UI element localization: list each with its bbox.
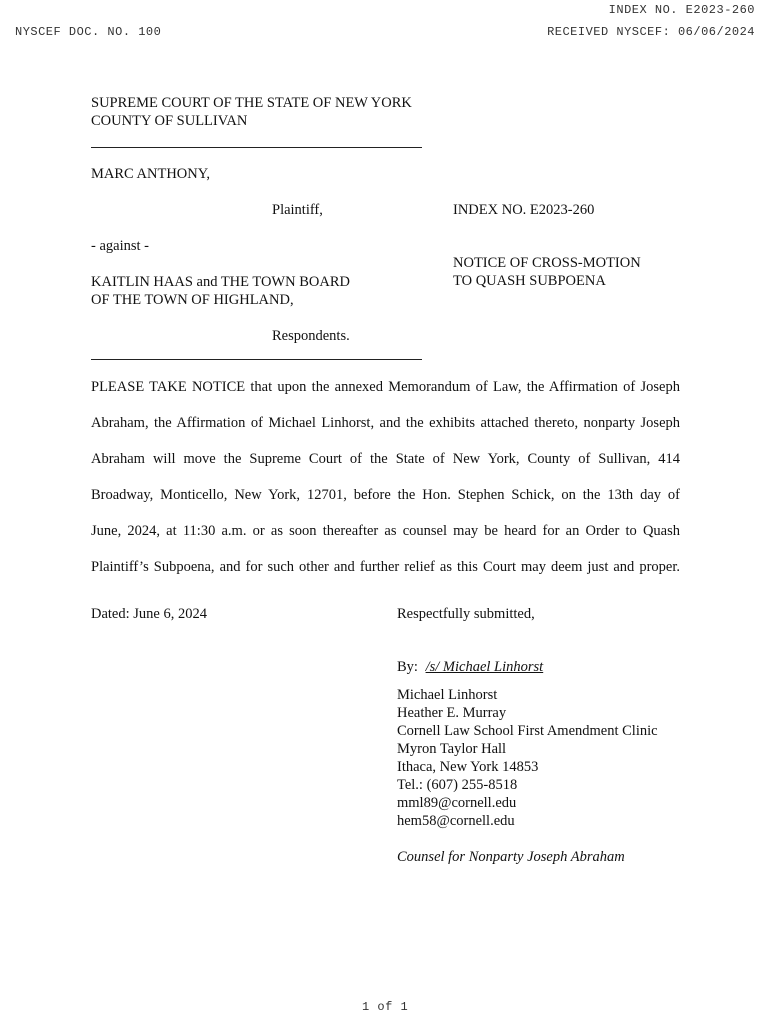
paragraph-line: Abraham will move the Supreme Court of the State of New York, County of Sullivan, 414 (91, 451, 680, 467)
dated-line: Dated: June 6, 2024 (91, 606, 207, 622)
caption-index-number: INDEX NO. E2023-260 (453, 202, 595, 218)
paragraph-line: Plaintiff’s Subpoena, and for such other and further relief as this Court may deem just and proper. (91, 559, 680, 575)
paragraph-line: June, 2024, at 11:30 a.m. or as soon thereafter as counsel may be heard for an Order to Quash (91, 523, 680, 539)
paragraph-line: Abraham, the Affirmation of Michael Linhorst, and the exhibits attached thereto, nonparty Joseph (91, 415, 680, 431)
plaintiff-role: Plaintiff, (272, 202, 323, 218)
attorney-email: hem58@cornell.edu (397, 813, 515, 829)
respondents-line-2: OF THE TOWN OF HIGHLAND, (91, 292, 294, 308)
court-county: COUNTY OF SULLIVAN (91, 113, 248, 129)
caption-top-rule (91, 147, 422, 148)
respondents-role: Respondents. (272, 328, 350, 344)
electronic-signature: /s/ Michael Linhorst (425, 659, 544, 675)
against-label: - against - (91, 238, 149, 254)
attorney-line: Ithaca, New York 14853 (397, 759, 539, 775)
header-index-number: INDEX NO. E2023-260 (608, 3, 755, 17)
document-title-line-2: TO QUASH SUBPOENA (453, 273, 606, 289)
attorney-line: Tel.: (607) 255-8518 (397, 777, 518, 793)
header-received-date: RECEIVED NYSCEF: 06/06/2024 (547, 25, 755, 39)
paragraph-line: Broadway, Monticello, New York, 12701, before the Hon. Stephen Schick, on the 13th day of (91, 487, 680, 503)
by-label: By: (397, 659, 418, 675)
court-name: SUPREME COURT OF THE STATE OF NEW YORK (91, 95, 412, 111)
page-number: 1 of 1 (362, 1000, 409, 1014)
attorney-line: Heather E. Murray (397, 705, 507, 721)
plaintiff-name: MARC ANTHONY, (91, 166, 210, 182)
attorney-line: Myron Taylor Hall (397, 741, 507, 757)
attorney-block (397, 686, 658, 830)
counsel-for-line: Counsel for Nonparty Joseph Abraham (397, 849, 625, 865)
closing-line: Respectfully submitted, (397, 606, 535, 622)
respondents-line-1: KAITLIN HAAS and THE TOWN BOARD (91, 274, 350, 290)
attorney-email: mml89@cornell.edu (397, 795, 517, 811)
document-title-line-1: NOTICE OF CROSS-MOTION (453, 255, 641, 271)
attorney-line: Michael Linhorst (397, 687, 498, 703)
caption-bottom-rule (91, 359, 422, 360)
paragraph-line: PLEASE TAKE NOTICE that upon the annexed Memorandum of Law, the Affirmation of Joseph (91, 379, 680, 395)
by-line (397, 658, 543, 676)
header-doc-number: NYSCEF DOC. NO. 100 (15, 25, 162, 39)
attorney-line: Cornell Law School First Amendment Clinic (397, 723, 658, 739)
